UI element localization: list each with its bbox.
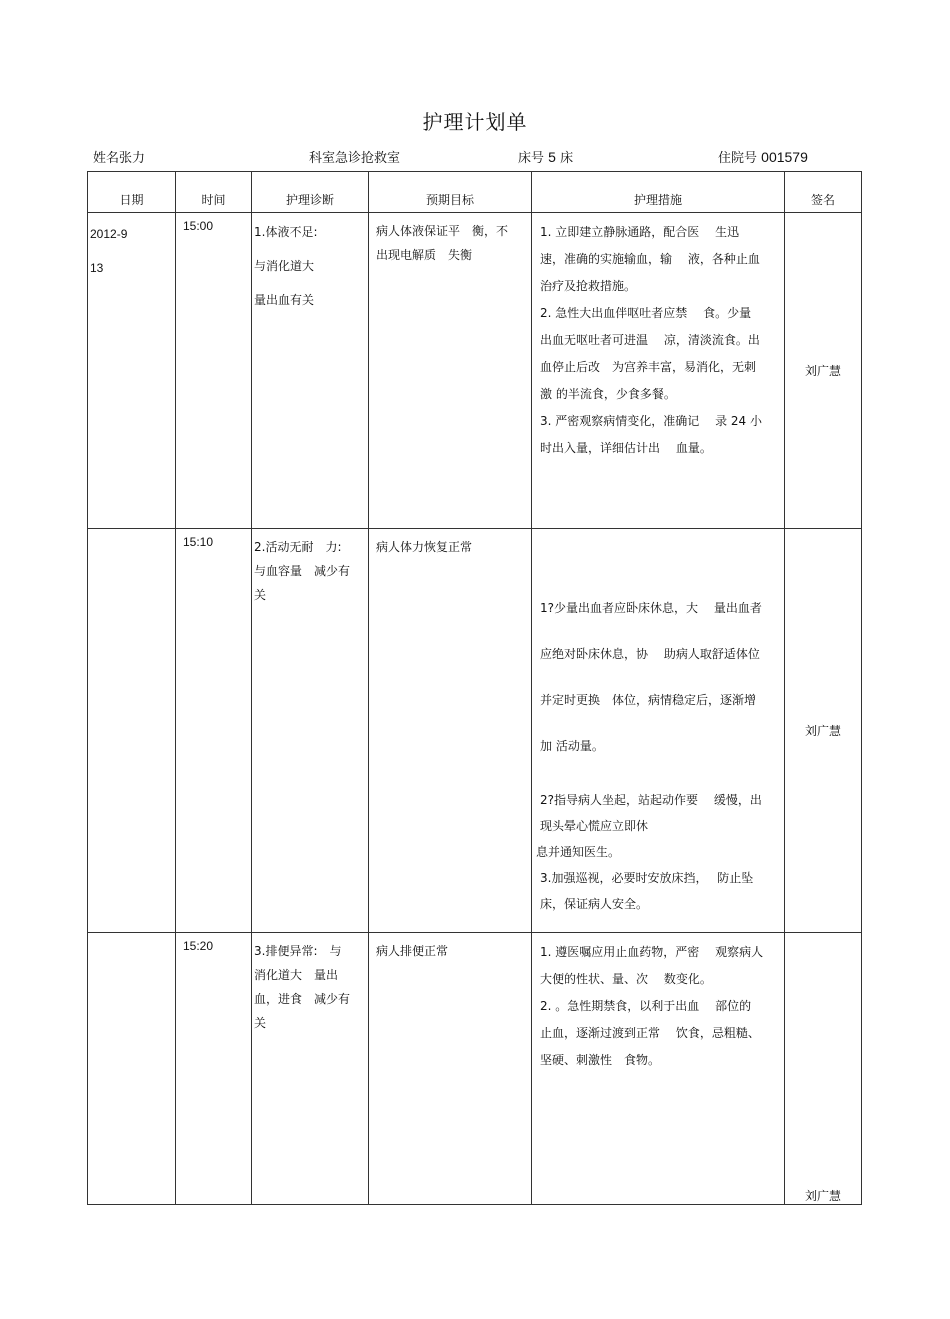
nursing-plan-table [87,171,862,1205]
column-header-date: 日期 [88,172,176,213]
time-cell: 15:10 [176,529,252,933]
diagnosis-line: 消化道大 量出 [254,968,339,982]
measures-cell [532,933,785,1205]
diagnosis-line: 3.排便异常: 与 [254,944,342,958]
table-row [88,529,862,933]
patient-name: 姓名张力 [93,151,146,166]
diagnosis-line: 关 [254,588,267,602]
column-header-time: 时间 [176,172,252,213]
diagnosis-line: 关 [254,1016,267,1030]
measure-line: 并定时更换 体位，病情稳定后，逐渐增 [540,693,757,707]
diagnosis-line: 1.体液不足: [254,225,318,239]
measure-line: 2. 急性大出血伴呕吐者应禁 食。少量 [540,306,752,320]
measures-cell [532,529,785,933]
goal-line: 病人体力恢复正常 [376,540,473,554]
diagnosis-cell [252,529,369,933]
bed-label: 床号 [518,151,545,166]
bed-number [518,147,573,166]
measure-line: 止血，逐渐过渡到正常 饮食，忌粗糙、 [540,1026,760,1040]
date-cell [88,213,176,529]
table-row [88,213,862,529]
measure-line: 治疗及抢救措施。 [540,279,637,293]
column-header-goal: 预期目标 [369,172,532,213]
measure-line: 2. 。急性期禁食，以利于出血 部位的 [540,999,752,1013]
time-cell: 15:00 [176,213,252,529]
diagnosis-line: 血，进食 减少有 [254,992,351,1006]
admission-number-value: 001579 [761,149,808,165]
signature-cell: 刘广慧 [785,933,862,1205]
measure-line: 血停止后改 为宫养丰富，易消化，无刺 [540,360,757,374]
column-header-diagnosis: 护理诊断 [252,172,369,213]
measure-line: 速，准确的实施输血，输 液，各种止血 [540,252,760,266]
measure-line: 坚硬、刺激性 食物。 [540,1053,661,1067]
measure-line: 加 活动量。 [540,739,604,753]
measures-cell [532,213,785,529]
diagnosis-line: 与血容量 减少有 [254,564,351,578]
signature-cell: 刘广慧 [785,213,862,529]
admission-label: 住院号 [718,151,758,166]
measure-line: 3.加强巡视，必要时安放床挡， 防止坠 [540,871,754,885]
measure-line: 1. 立即建立静脉通路，配合医 生迅 [540,225,740,239]
admission-number [718,147,808,166]
time-cell: 15:20 [176,933,252,1205]
date-cell [88,933,176,1205]
date-line: 13 [90,261,104,275]
diagnosis-line: 量出血有关 [254,293,315,307]
measure-line: 1. 遵医嘱应用止血药物，严密 观察病人 [540,945,764,959]
diagnosis-line: 与消化道大 [254,259,315,273]
date-cell [88,529,176,933]
column-header-sign: 签名 [785,172,862,213]
signature-cell: 刘广慧 [785,529,862,933]
table-header-row [88,172,862,213]
goal-cell [369,529,532,933]
measure-line: 1?少量出血者应卧床休息，大 量出血者 [540,601,762,615]
goal-line: 病人体液保证平 衡，不 [376,224,509,238]
goal-cell [369,213,532,529]
measure-line: 现头晕心慌应立即休 [540,819,649,833]
goal-line: 出现电解质 失衡 [376,248,473,262]
diagnosis-line: 2.活动无耐 力: [254,540,342,554]
measure-line: 大便的性状、量、次 数变化。 [540,972,712,986]
column-header-measures: 护理措施 [532,172,785,213]
goal-cell [369,933,532,1205]
table-row [88,933,862,1205]
measure-line: 3. 严密观察病情变化，准确记 录 24 小 [540,414,762,428]
bed-unit: 床 [560,151,574,166]
measure-line: 息并通知医生。 [536,845,621,859]
measure-line: 出血无呕吐者可进温 凉，清淡流食。出 [540,333,760,347]
measure-line: 应绝对卧床休息，协 助病人取舒适体位 [540,647,760,661]
department: 科室急诊抢救室 [309,151,401,166]
measure-line: 床，保证病人安全。 [540,897,649,911]
diagnosis-cell [252,933,369,1205]
page-title: 护理计划单 [422,110,528,134]
goal-line: 病人排便正常 [376,944,449,958]
bed-number-value: 5 [548,149,556,165]
date-line: 2012-9 [90,227,128,241]
measure-line: 时出入量，详细估计出 血量。 [540,441,712,455]
measure-line: 2?指导病人坐起，站起动作要 缓慢，出 [540,793,762,807]
measure-line: 激 的半流食，少食多餐。 [540,387,676,401]
diagnosis-cell [252,213,369,529]
